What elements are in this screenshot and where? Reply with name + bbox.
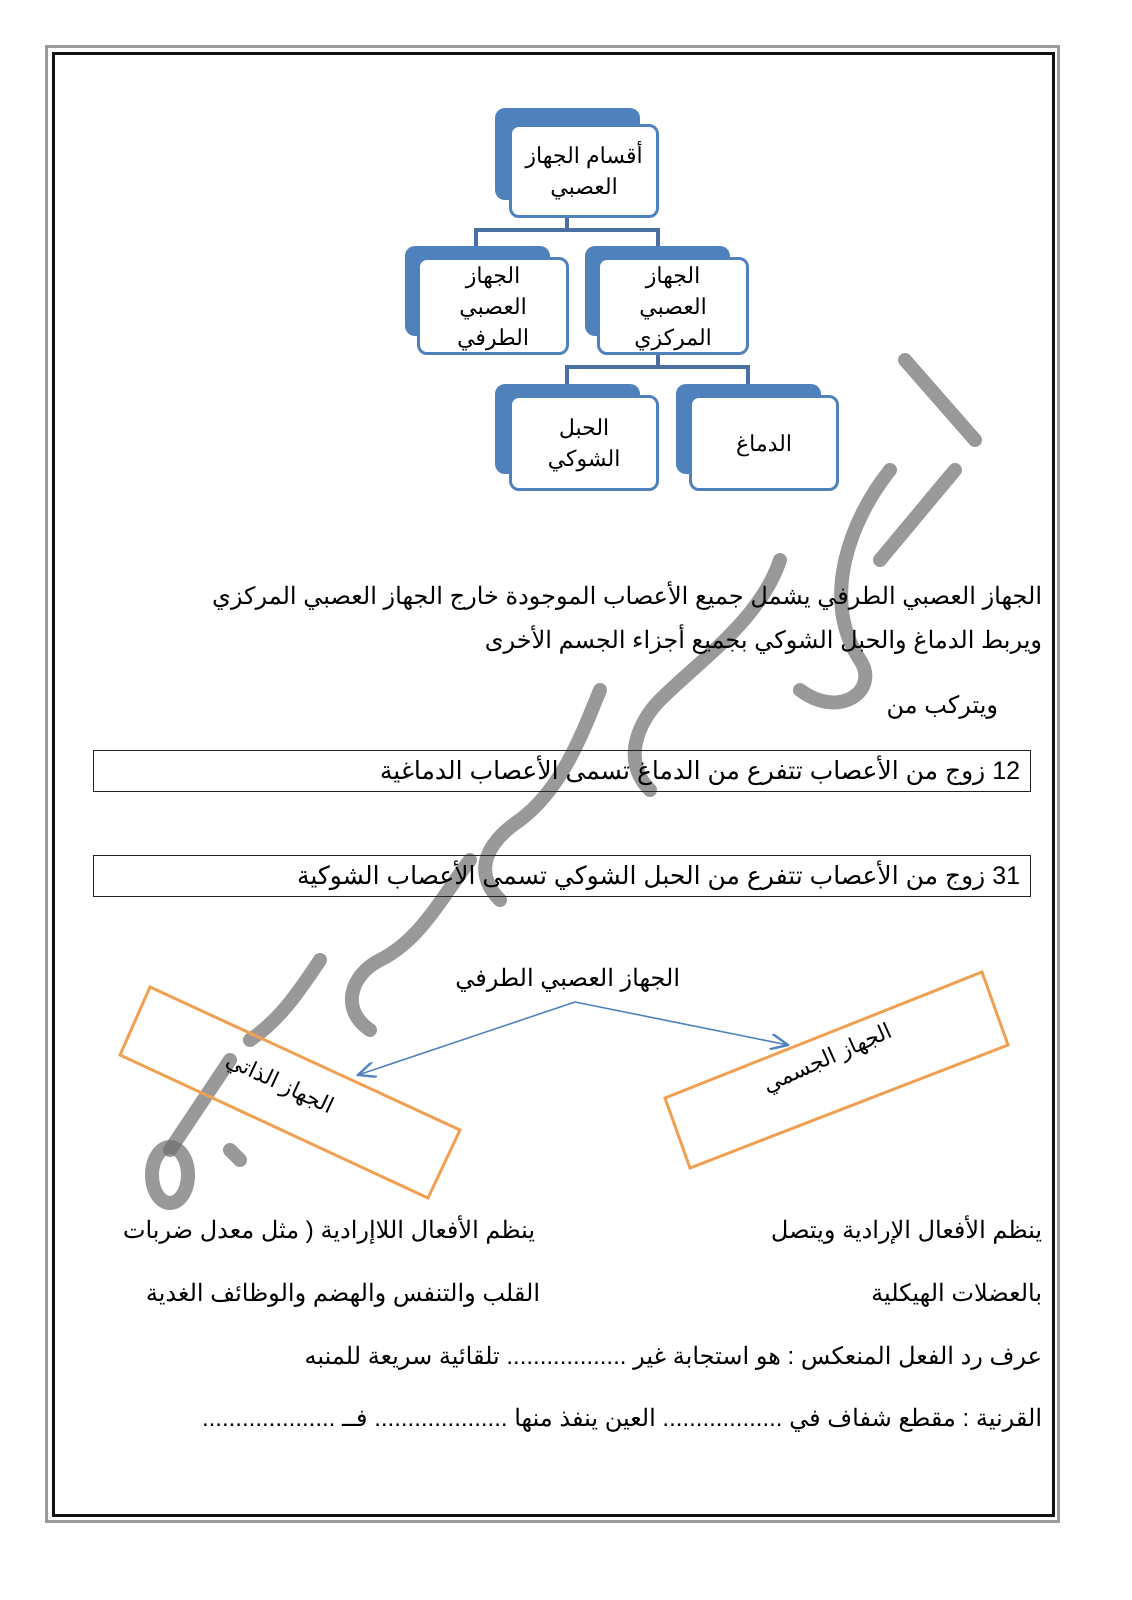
cranial-nerves-box: 12 زوج من الأعصاب تتفرع من الدماغ تسمى الأعصاب الدماغية (93, 750, 1031, 792)
cornea-question: القرنية : مقطع شفاف في .................. العين ينفذ منها .................... فــ .................... (201, 1405, 1042, 1432)
somatic-box (665, 972, 1008, 1168)
autonomic-desc-1: ينظم الأفعال اللاإرادية ( مثل معدل ضربات (122, 1217, 535, 1244)
somatic-label: الجهاز الجسمي (758, 1017, 896, 1098)
node-label: العصبي (639, 293, 707, 319)
node-label: العصبي (550, 174, 618, 199)
node-label: الجهاز (645, 262, 701, 288)
node-label: الدماغ (736, 430, 792, 456)
arrow-to-autonomic (358, 1002, 575, 1075)
node-label: الجهاز (465, 262, 521, 288)
spinal-nerves-box: 31 زوج من الأعصاب تتفرع من الحبل الشوكي تسمى الأعصاب الشوكية (93, 855, 1031, 897)
arrow-to-somatic (575, 1002, 788, 1045)
node-label: الطرفي (457, 324, 529, 350)
paragraph-line-1: الجهاز العصبي الطرفي يشمل جميع الأعصاب الموجودة خارج الجهاز العصبي المركزي (212, 583, 1042, 610)
somatic-desc-2: بالعضلات الهيكلية (871, 1280, 1042, 1307)
composed-of-label: ويتركب من (886, 692, 998, 719)
node-label: أقسام الجهاز (525, 143, 643, 168)
autonomic-label: الجهاز الذاتي (222, 1046, 338, 1119)
node-label: العصبي (459, 293, 527, 319)
node-label: الحبل (558, 415, 610, 440)
node-label: الشوكي (547, 446, 621, 471)
paragraph-line-2: ويربط الدماغ والحبل الشوكي بجميع أجزاء الجسم الأخرى (484, 627, 1042, 654)
somatic-desc-1: ينظم الأفعال الإرادية ويتصل (770, 1217, 1042, 1244)
reflex-question: عرف رد الفعل المنعكس : هو استجابة غير .................. تلقائية سريعة للمنبه (304, 1343, 1042, 1370)
branch-title: الجهاز العصبي الطرفي (455, 965, 680, 992)
node-label: المركزي (634, 324, 712, 350)
autonomic-desc-2: القلب والتنفس والهضم والوظائف الغدية (145, 1280, 540, 1307)
